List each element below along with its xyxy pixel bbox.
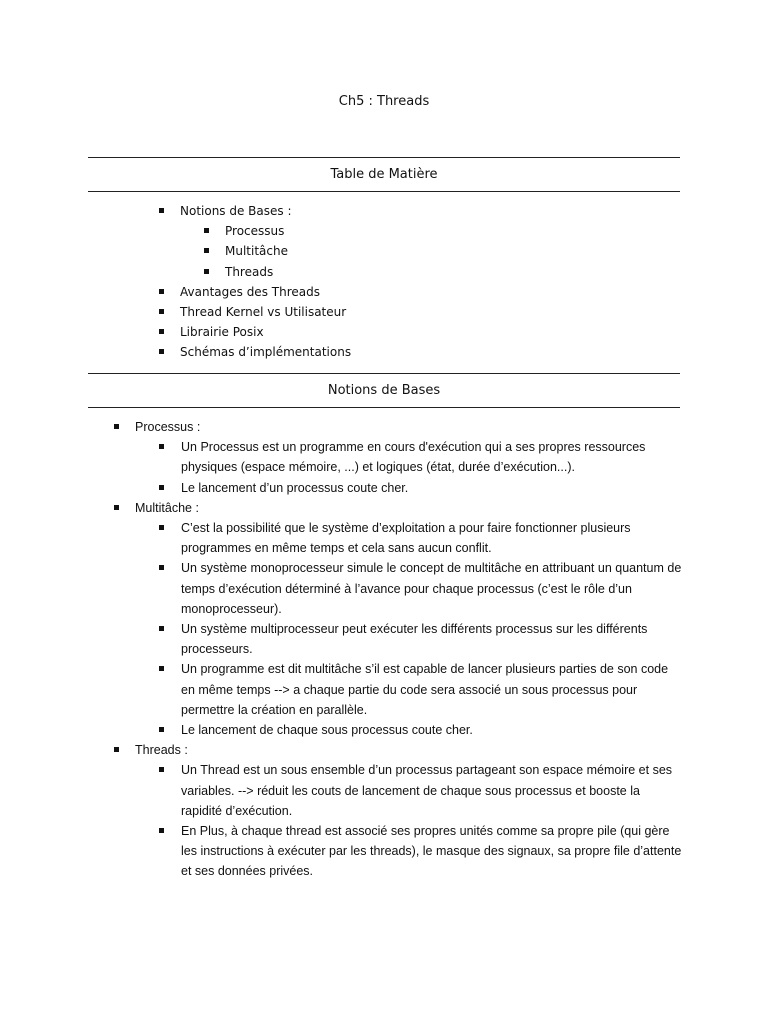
bullet-icon <box>159 309 164 314</box>
toc-header <box>88 157 680 192</box>
bullet-icon <box>114 424 119 429</box>
bullet-icon <box>159 208 164 213</box>
toc-item: Schémas d’implémentations <box>158 342 351 362</box>
bullet-icon <box>159 525 164 530</box>
notions-heading: Notions de Bases <box>327 383 441 398</box>
toc-item: Librairie Posix <box>158 322 351 342</box>
section-processus: Processus : <box>113 417 683 437</box>
bullet-icon <box>159 767 164 772</box>
bullet-icon <box>159 349 164 354</box>
section-multitache: Multitâche : <box>113 498 683 518</box>
list-item: Le lancement de chaque sous processus coute cher. <box>113 720 683 740</box>
bullet-icon <box>159 828 164 833</box>
bullet-icon <box>114 747 119 752</box>
bullet-icon <box>204 228 209 233</box>
bullet-icon <box>159 289 164 294</box>
list-item: Un programme est dit multitâche s’il est capable de lancer plusieurs parties de son code en même temps --> a chaque partie du code sera associé un sous processus pour permettre la création en parallèle. <box>113 659 683 720</box>
bullet-icon <box>159 565 164 570</box>
list-item: C’est la possibilité que le système d’exploitation a pour faire fonctionner plusieurs programmes en même temps et cela sans aucun conflit. <box>113 518 683 558</box>
bullet-icon <box>159 329 164 334</box>
section-threads: Threads : <box>113 740 683 760</box>
bullet-icon <box>159 444 164 449</box>
toc-subitem: Processus <box>203 221 351 241</box>
toc-subitem: Threads <box>203 262 351 282</box>
toc-heading: Table de Matière <box>330 167 438 182</box>
bullet-icon <box>204 248 209 253</box>
bullet-icon <box>159 727 164 732</box>
list-item: Un système monoprocesseur simule le concept de multitâche en attribuant un quantum de temps d’exécution déterminé à l’avance pour chaque processus (c’est le rôle d’un monoprocesseur). <box>113 558 683 619</box>
list-item: Un Processus est un programme en cours d'exécution qui a ses propres ressources physiques (espace mémoire, ...) et logiques (état, durée d’exécution...). <box>113 437 683 477</box>
bullet-icon <box>204 269 209 274</box>
bullet-icon <box>159 626 164 631</box>
table-of-contents <box>158 201 351 363</box>
toc-item: Notions de Bases : <box>158 201 351 221</box>
list-item: Un Thread est un sous ensemble d’un processus partageant son espace mémoire et ses variables. --> réduit les couts de lancement de chaque sous processus et booste la rapidité d’exécution. <box>113 760 683 821</box>
notions-header <box>88 373 680 408</box>
notions-list <box>113 417 683 882</box>
toc-item: Avantages des Threads <box>158 282 351 302</box>
list-item: En Plus, à chaque thread est associé ses propres unités comme sa propre pile (qui gère les instructions à exécuter par les threads), le masque des signaux, sa propre file d’attente et ses données privées. <box>113 821 683 882</box>
bullet-icon <box>159 485 164 490</box>
toc-subitem: Multitâche <box>203 241 351 261</box>
bullet-icon <box>159 666 164 671</box>
list-item: Un système multiprocesseur peut exécuter les différents processus sur les différents processeurs. <box>113 619 683 659</box>
list-item: Le lancement d’un processus coute cher. <box>113 478 683 498</box>
toc-item: Thread Kernel vs Utilisateur <box>158 302 351 322</box>
page-title: Ch5 : Threads <box>338 94 430 109</box>
bullet-icon <box>114 505 119 510</box>
